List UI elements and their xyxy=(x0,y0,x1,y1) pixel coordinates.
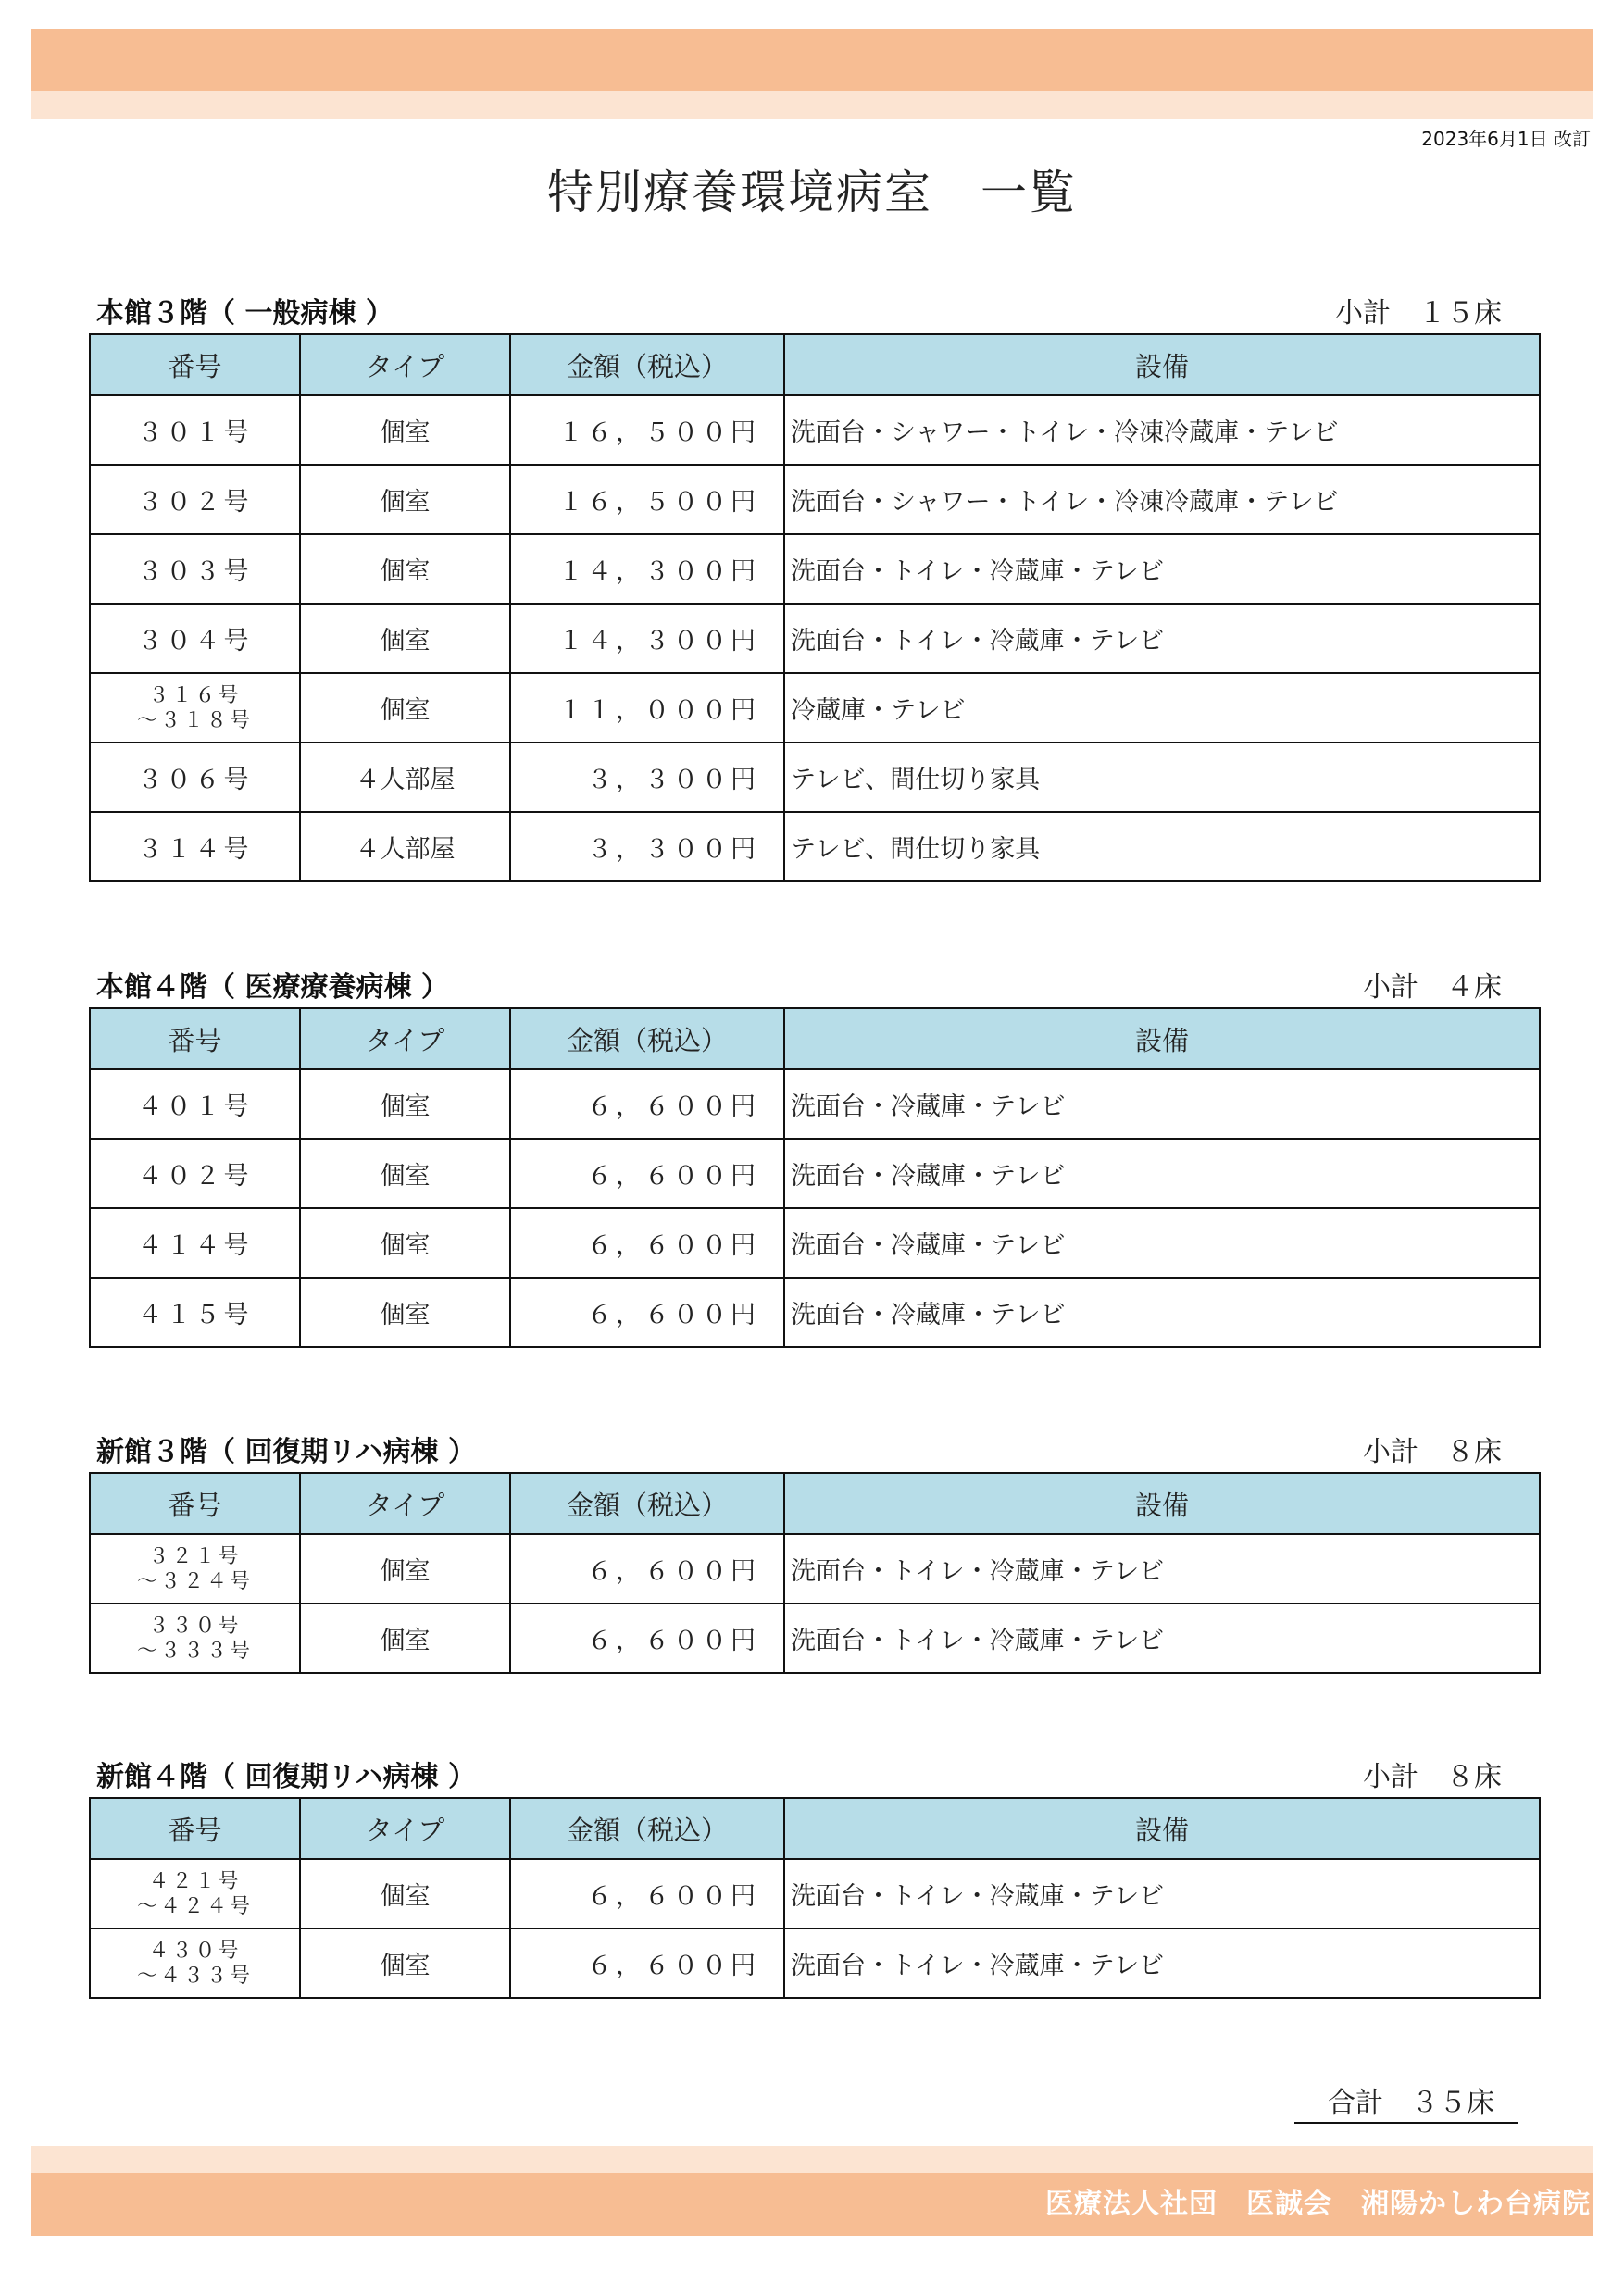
room-price: ６，６００円 xyxy=(510,1069,784,1139)
room-equipment: 冷蔵庫・テレビ xyxy=(784,673,1540,742)
room-type: 個室 xyxy=(300,465,510,534)
room-number: ３０６号 xyxy=(90,742,300,812)
room-type: 個室 xyxy=(300,1928,510,1998)
table-header-row xyxy=(90,334,1540,395)
room-price: ６，６００円 xyxy=(510,1928,784,1998)
room-number: ３０３号 xyxy=(90,534,300,604)
room-table xyxy=(89,1797,1541,1999)
room-number-end: ～３２４号 xyxy=(136,1569,253,1593)
room-price: ６，６００円 xyxy=(510,1208,784,1278)
room-type: 個室 xyxy=(300,1069,510,1139)
room-type: 個室 xyxy=(300,395,510,465)
table-header-row xyxy=(90,1008,1540,1069)
room-type: 個室 xyxy=(300,1278,510,1347)
room-number: ３１４号 xyxy=(90,812,300,881)
room-table xyxy=(89,1007,1541,1348)
room-price: ６，６００円 xyxy=(510,1139,784,1208)
page-title: 特別療養環境病室 一覧 xyxy=(547,166,1077,219)
room-table xyxy=(89,333,1541,882)
section-title: 新館３階（ 回復期リハ病棟 ） xyxy=(96,1436,476,1468)
column-header-type: タイプ xyxy=(300,1008,510,1069)
section-title: 本館３階（ 一般病棟 ） xyxy=(96,297,394,330)
room-number-start: ３２１号 xyxy=(148,1544,242,1568)
room-price: １６，５００円 xyxy=(510,395,784,465)
room-number xyxy=(90,1603,300,1673)
room-number: ４０２号 xyxy=(90,1139,300,1208)
room-price: ６，６００円 xyxy=(510,1603,784,1673)
column-header-number: 番号 xyxy=(90,1473,300,1534)
room-number-start: ４３０号 xyxy=(148,1939,242,1963)
table-row xyxy=(90,604,1540,673)
room-table xyxy=(89,1472,1541,1674)
room-type: 個室 xyxy=(300,1534,510,1603)
room-equipment: 洗面台・シャワー・トイレ・冷凍冷蔵庫・テレビ xyxy=(784,395,1540,465)
table-row xyxy=(90,465,1540,534)
table-row xyxy=(90,1603,1540,1673)
column-header-type: タイプ xyxy=(300,1473,510,1534)
room-type: 個室 xyxy=(300,1859,510,1928)
column-header-number: 番号 xyxy=(90,1008,300,1069)
room-number: ４１５号 xyxy=(90,1278,300,1347)
room-type: 個室 xyxy=(300,1603,510,1673)
grand-total: 合計 ３５床 xyxy=(1294,2079,1518,2124)
room-price: ６，６００円 xyxy=(510,1859,784,1928)
room-number: ３０４号 xyxy=(90,604,300,673)
room-price: ６，６００円 xyxy=(510,1534,784,1603)
section-subtotal: 小計 ８床 xyxy=(1363,1436,1502,1468)
table-row xyxy=(90,742,1540,812)
footer-organization: 医療法人社団 医誠会 湘陽かしわ台病院 xyxy=(1045,2188,1591,2220)
room-equipment: 洗面台・トイレ・冷蔵庫・テレビ xyxy=(784,534,1540,604)
table-row xyxy=(90,1208,1540,1278)
column-header-type: タイプ xyxy=(300,334,510,395)
table-row xyxy=(90,1069,1540,1139)
column-header-equipment: 設備 xyxy=(784,1798,1540,1859)
room-price: １４，３００円 xyxy=(510,534,784,604)
column-header-equipment: 設備 xyxy=(784,1008,1540,1069)
table-row xyxy=(90,1278,1540,1347)
room-price: １４，３００円 xyxy=(510,604,784,673)
room-number: ４１４号 xyxy=(90,1208,300,1278)
column-header-price: 金額（税込） xyxy=(510,1008,784,1069)
room-equipment: 洗面台・トイレ・冷蔵庫・テレビ xyxy=(784,604,1540,673)
room-number-start: ３３０号 xyxy=(148,1614,242,1638)
room-number: ４０１号 xyxy=(90,1069,300,1139)
room-number xyxy=(90,673,300,742)
room-price: ６，６００円 xyxy=(510,1278,784,1347)
room-equipment: 洗面台・シャワー・トイレ・冷凍冷蔵庫・テレビ xyxy=(784,465,1540,534)
room-equipment: テレビ、間仕切り家具 xyxy=(784,742,1540,812)
column-header-equipment: 設備 xyxy=(784,1473,1540,1534)
room-type: ４人部屋 xyxy=(300,742,510,812)
room-equipment: 洗面台・冷蔵庫・テレビ xyxy=(784,1208,1540,1278)
column-header-number: 番号 xyxy=(90,1798,300,1859)
room-price: ３，３００円 xyxy=(510,812,784,881)
room-price: １１，０００円 xyxy=(510,673,784,742)
room-equipment: テレビ、間仕切り家具 xyxy=(784,812,1540,881)
room-number xyxy=(90,1928,300,1998)
column-header-price: 金額（税込） xyxy=(510,334,784,395)
column-header-equipment: 設備 xyxy=(784,334,1540,395)
room-equipment: 洗面台・冷蔵庫・テレビ xyxy=(784,1069,1540,1139)
table-row xyxy=(90,395,1540,465)
room-number-start: ３１６号 xyxy=(148,683,242,707)
room-equipment: 洗面台・トイレ・冷蔵庫・テレビ xyxy=(784,1534,1540,1603)
column-header-number: 番号 xyxy=(90,334,300,395)
room-price: １６，５００円 xyxy=(510,465,784,534)
room-number-start: ４２１号 xyxy=(148,1869,242,1893)
section-subtotal: 小計 １５床 xyxy=(1335,297,1502,330)
column-header-type: タイプ xyxy=(300,1798,510,1859)
room-type: 個室 xyxy=(300,534,510,604)
table-row xyxy=(90,673,1540,742)
table-row xyxy=(90,1928,1540,1998)
room-type: ４人部屋 xyxy=(300,812,510,881)
column-header-price: 金額（税込） xyxy=(510,1473,784,1534)
room-number-end: ～４２４号 xyxy=(136,1894,253,1918)
room-type: 個室 xyxy=(300,1208,510,1278)
room-number-end: ～３１８号 xyxy=(136,708,253,732)
section-title: 本館４階（ 医療療養病棟 ） xyxy=(96,971,449,1004)
room-number-end: ～４３３号 xyxy=(136,1964,253,1988)
room-type: 個室 xyxy=(300,1139,510,1208)
header-band-light xyxy=(31,91,1593,119)
section-title: 新館４階（ 回復期リハ病棟 ） xyxy=(96,1761,476,1793)
revision-date: 2023年6月1日 改訂 xyxy=(1421,128,1591,150)
section-subtotal: 小計 ８床 xyxy=(1363,1761,1502,1793)
footer-band-light xyxy=(31,2146,1593,2173)
section-subtotal: 小計 ４床 xyxy=(1363,971,1502,1004)
table-row xyxy=(90,1859,1540,1928)
room-equipment: 洗面台・冷蔵庫・テレビ xyxy=(784,1139,1540,1208)
table-row xyxy=(90,1534,1540,1603)
room-equipment: 洗面台・トイレ・冷蔵庫・テレビ xyxy=(784,1603,1540,1673)
room-type: 個室 xyxy=(300,673,510,742)
room-equipment: 洗面台・冷蔵庫・テレビ xyxy=(784,1278,1540,1347)
room-price: ３，３００円 xyxy=(510,742,784,812)
table-row xyxy=(90,1139,1540,1208)
room-number-end: ～３３３号 xyxy=(136,1639,253,1663)
table-row xyxy=(90,812,1540,881)
room-type: 個室 xyxy=(300,604,510,673)
table-header-row xyxy=(90,1473,1540,1534)
header-band xyxy=(31,29,1593,91)
table-header-row xyxy=(90,1798,1540,1859)
room-number: ３０２号 xyxy=(90,465,300,534)
room-number: ３０１号 xyxy=(90,395,300,465)
table-row xyxy=(90,534,1540,604)
room-equipment: 洗面台・トイレ・冷蔵庫・テレビ xyxy=(784,1859,1540,1928)
room-number xyxy=(90,1534,300,1603)
room-equipment: 洗面台・トイレ・冷蔵庫・テレビ xyxy=(784,1928,1540,1998)
column-header-price: 金額（税込） xyxy=(510,1798,784,1859)
room-number xyxy=(90,1859,300,1928)
